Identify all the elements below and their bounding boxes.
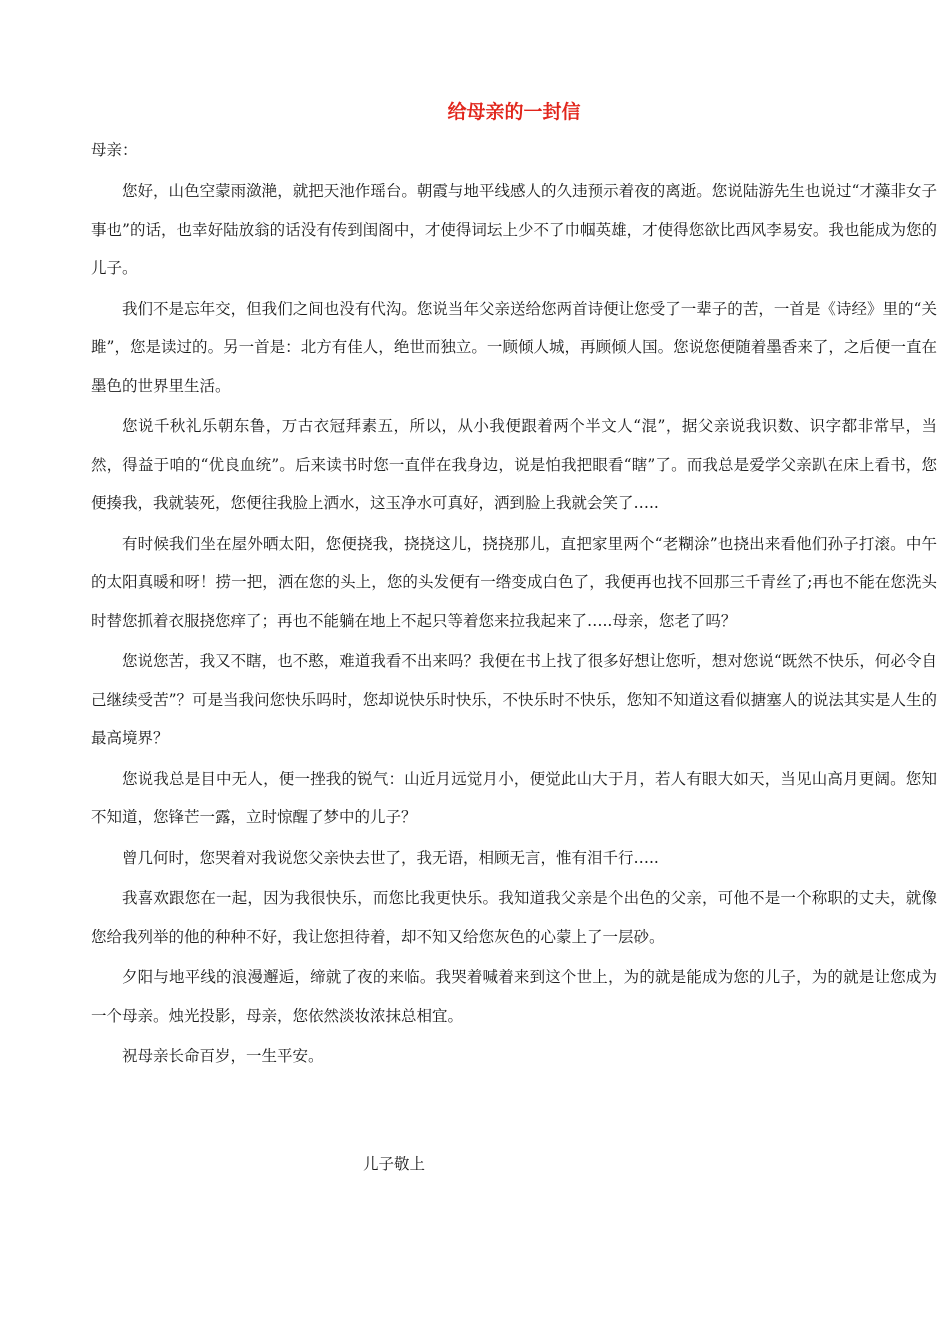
signature: 儿子敬上	[363, 1155, 426, 1173]
page-title: 给母亲的一封信	[447, 101, 581, 123]
paragraph-5: 您说您苦，我又不瞎，也不憨，难道我看不出来吗？我便在书上找了很多好想让您听，想对您说“既然不快乐，何必令自己继续受苦”？可是当我问您快乐吗时，您却说快乐时快乐，不快乐时不快乐，您知不知道这看似搪塞人的说法其实是人生的最高境界？	[91, 652, 937, 747]
paragraph-6: 您说我总是目中无人，便一挫我的锐气：山近月远觉月小，便觉此山大于月，若人有眼大如天，当见山高月更阔。您知不知道，您锋芒一露，立时惊醒了梦中的儿子？	[91, 769, 937, 826]
salutation: 母亲：	[91, 141, 138, 159]
paragraph-10: 祝母亲长命百岁，一生平安。	[122, 1047, 324, 1065]
paragraph-4: 有时候我们坐在屋外晒太阳，您便挠我，挠挠这儿，挠挠那儿，直把家里两个“老糊涂”也挠出来看他们孙子打滚。中午的太阳真暖和呀！捞一把，洒在您的头上，您的头发便有一绺变成白色了，我便再也找不回那三千青丝了;再也不能在您洗头时替您抓着衣服挠您痒了；再也不能躺在地上不起只等着您来拉我起来了…..母亲，您老了吗？	[91, 534, 937, 630]
letter-body	[91, 172, 937, 1078]
paragraph-2: 我们不是忘年交，但我们之间也没有代沟。您说当年父亲送给您两首诗便让您受了一辈子的苦，一首是《诗经》里的“关雎”，您是读过的。另一首是：北方有佳人，绝世而独立。一顾倾人城，再顾倾人国。您说您便随着墨香来了，之后便一直在墨色的世界里生活。	[91, 299, 937, 395]
paragraph-9: 夕阳与地平线的浪漫邂逅，缔就了夜的来临。我哭着喊着来到这个世上，为的就是能成为您的儿子，为的就是让您成为一个母亲。烛光投影，母亲，您依然淡妆浓抹总相宜。	[91, 968, 937, 1025]
paragraph-8: 我喜欢跟您在一起，因为我很快乐，而您比我更快乐。我知道我父亲是个出色的父亲，可他不是一个称职的丈夫，就像您给我列举的他的种种不好，我让您担待着，却不知又给您灰色的心蒙上了一层砂。	[91, 889, 937, 946]
paragraph-3: 您说千秋礼乐朝东鲁，万古衣冠拜素五，所以，从小我便跟着两个半文人“混”，据父亲说我识数、识字都非常早，当然，得益于咱的“优良血统”。后来读书时您一直伴在我身边，说是怕我把眼看“瞎”了。而我总是爱学父亲趴在床上看书，您便揍我，我就装死，您便往我脸上洒水，这玉净水可真好，洒到脸上我就会笑了…..	[91, 417, 937, 512]
paragraph-7: 曾几何时，您哭着对我说您父亲快去世了，我无语，相顾无言，惟有泪千行…..	[122, 848, 659, 867]
paragraph-1: 您好，山色空蒙雨潋滟，就把天池作瑶台。朝霞与地平线感人的久违预示着夜的离逝。您说陆游先生也说过“才藻非女子事也”的话，也幸好陆放翁的话没有传到闺阁中，才使得词坛上少不了巾帼英雄，才使得您欲比西风李易安。我也能成为您的儿子。	[91, 182, 937, 277]
